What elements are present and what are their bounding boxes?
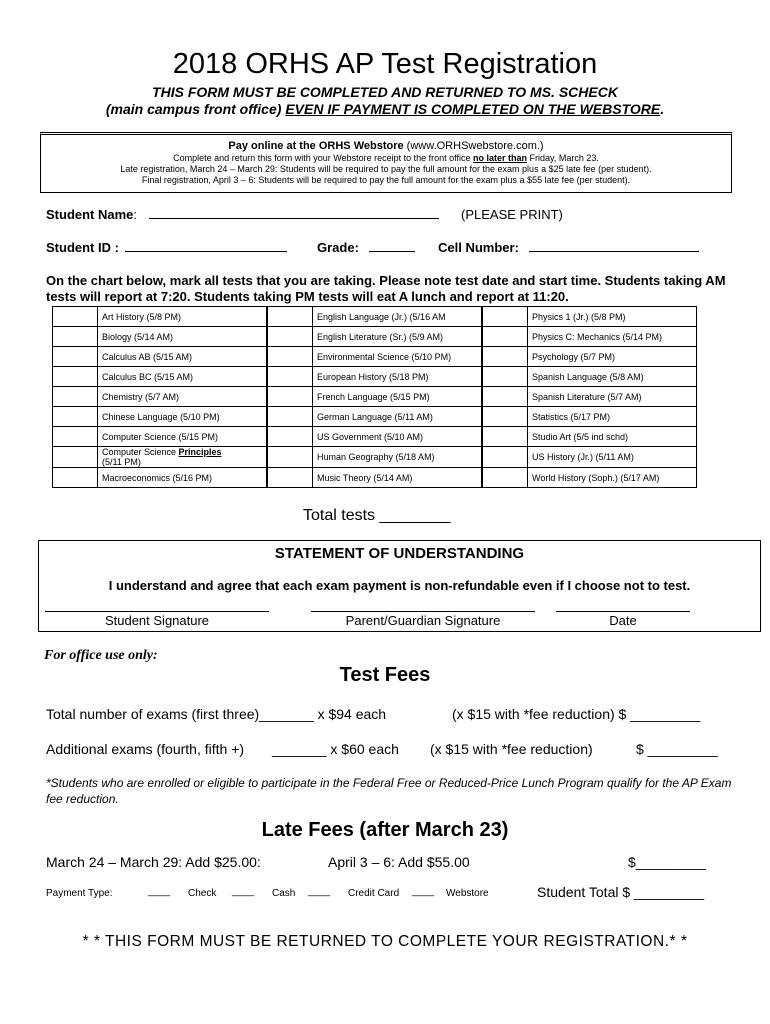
test-checkbox[interactable] [267,387,313,407]
student-name-label: Student Name [46,207,134,222]
webstore-heading [41,140,731,153]
page-title: 2018 ORHS AP Test Registration [172,48,598,80]
grade-field[interactable] [369,251,415,252]
tests-table-wrap [52,306,697,488]
test-checkbox[interactable] [482,307,528,327]
parent-signature-label: Parent/Guardian Signature [345,613,501,628]
office-use-label: For office use only: [44,648,158,663]
test-fees-heading: Test Fees [339,664,431,686]
test-row [53,447,697,468]
fees-row-2b: _______ x $60 each [272,741,399,757]
cell-label: Cell Number: [438,240,519,255]
grade-label: Grade: [317,240,359,255]
webstore-box [40,132,732,193]
csp-b: Principles [178,447,222,457]
total-tests: Total tests ________ [303,507,451,524]
student-signature-line[interactable] [45,611,269,612]
test-label: US Government (5/10 AM) [313,427,483,447]
test-label: Spanish Language (5/8 AM) [528,367,697,387]
webstore-line-3: Final registration, April 3 – 6: Students will be required to pay the full amount for the exam plus a $55 late fee (per student). [141,175,631,185]
test-checkbox[interactable] [267,468,313,488]
test-row [53,427,697,447]
test-checkbox[interactable] [482,347,528,367]
student-name-colon: : [133,207,138,222]
cash-blank[interactable]: ____ [232,886,255,897]
fees-row-2c: (x $15 with *fee reduction) [430,741,593,757]
test-row [53,307,697,327]
credit-card-option: Credit Card [348,888,400,899]
tests-table [52,306,697,488]
subtitle-line-2 [0,101,770,117]
check-option: Check [188,888,217,899]
student-id-field[interactable] [125,251,287,252]
test-row [53,347,697,367]
statement-heading: STATEMENT OF UNDERSTANDING [274,545,525,562]
webstore-heading-a: Pay online at the ORHS Webstore [228,140,404,152]
test-checkbox[interactable] [267,347,313,367]
webstore-url: (www.ORHSwebstore.com.) [403,140,544,152]
test-label: Calculus BC (5/15 AM) [98,367,268,387]
test-label: Music Theory (5/14 AM) [313,468,483,488]
test-checkbox[interactable] [53,407,98,427]
late-fee-a: March 24 – March 29: Add $25.00: [46,854,261,870]
test-label: Calculus AB (5/15 AM) [98,347,268,367]
test-checkbox[interactable] [482,367,528,387]
final-notice: * * THIS FORM MUST BE RETURNED TO COMPLETE YOUR REGISTRATION.* * [82,933,688,950]
webstore-line-1 [41,153,731,164]
webstore-line-1a: Complete and return this form with your Webstore receipt to the front office [173,153,473,163]
date-line[interactable] [556,611,690,612]
webstore-line-1b: no later than [472,153,527,163]
test-checkbox[interactable] [267,447,313,468]
subtitle-line-1: THIS FORM MUST BE COMPLETED AND RETURNED TO MS. SCHECK [152,84,618,100]
test-checkbox[interactable] [53,447,98,468]
late-fees-heading: Late Fees (after March 23) [261,819,509,841]
test-label: French Language (5/15 PM) [313,387,483,407]
test-row [53,407,697,427]
test-row [53,367,697,387]
test-checkbox[interactable] [53,468,98,488]
test-checkbox[interactable] [53,427,98,447]
cell-field[interactable] [529,251,699,252]
test-checkbox[interactable] [53,367,98,387]
parent-signature-line[interactable] [311,611,535,612]
test-label: Chinese Language (5/10 PM) [98,407,268,427]
test-label: Physics 1 (Jr.) (5/8 PM) [528,307,697,327]
test-label: Human Geography (5/18 AM) [313,447,483,468]
student-total: Student Total $ _________ [537,884,705,900]
fee-reduction-note: *Students who are enrolled or eligible to participate in the Federal Free or Reduced-Price Lunch Program qualify for the AP Exam fee reduction. [46,776,732,806]
test-checkbox[interactable] [53,307,98,327]
test-label: Macroeconomics (5/16 PM) [98,468,268,488]
test-checkbox[interactable] [267,367,313,387]
fees-row-1b: (x $15 with *fee reduction) $ _________ [452,706,701,722]
student-id-row [46,240,287,255]
payment-type-label: Payment Type: [46,888,113,899]
subtitle-line-2c: . [660,101,665,117]
subtitle-line-2b: EVEN IF PAYMENT IS COMPLETED ON THE WEBSTORE [285,101,661,117]
fees-row-2d: $ _________ [636,741,718,757]
test-checkbox[interactable] [482,447,528,468]
test-checkbox[interactable] [53,347,98,367]
test-label: Physics C: Mechanics (5/14 PM) [528,327,697,347]
test-label: Psychology (5/7 PM) [528,347,697,367]
test-checkbox[interactable] [53,327,98,347]
credit-blank[interactable]: ____ [308,886,331,897]
test-label: Statistics (5/17 PM) [528,407,697,427]
student-name-field[interactable] [149,218,439,219]
test-label: German Language (5/11 AM) [313,407,483,427]
test-label: Art History (5/8 PM) [98,307,268,327]
test-label: US History (Jr.) (5/11 AM) [528,447,697,468]
webstore-option: Webstore [446,888,489,899]
test-row [53,468,697,488]
late-fee-b: April 3 – 6: Add $55.00 [328,854,470,870]
test-label: European History (5/18 PM) [313,367,483,387]
csp-c: (5/11 PM) [102,457,141,467]
test-checkbox[interactable] [267,307,313,327]
test-label: Studio Art (5/5 ind schd) [528,427,697,447]
student-id-label: Student ID : [46,240,119,255]
cell-row [438,240,699,255]
test-label: Biology (5/14 AM) [98,327,268,347]
fees-row-1a: Total number of exams (first three)_______ x $94 each [46,706,387,722]
test-checkbox[interactable] [267,427,313,447]
test-row [53,327,697,347]
test-checkbox[interactable] [267,327,313,347]
test-checkbox[interactable] [482,327,528,347]
test-checkbox[interactable] [482,427,528,447]
csp-a: Computer Science [102,447,179,457]
cash-option: Cash [272,888,296,899]
webstore-blank[interactable]: ____ [412,886,435,897]
test-checkbox[interactable] [53,387,98,407]
test-label: Computer Science (5/15 PM) [98,427,268,447]
test-checkbox[interactable] [482,468,528,488]
test-label: English Language (Jr.) (5/16 AM [313,307,483,327]
test-label: Spanish Literature (5/7 AM) [528,387,697,407]
fees-row-2a: Additional exams (fourth, fifth +) [46,741,245,757]
test-checkbox[interactable] [482,407,528,427]
test-checkbox[interactable] [267,407,313,427]
date-label: Date [609,613,637,628]
test-label: English Literature (Sr.) (5/9 AM) [313,327,483,347]
statement-text: I understand and agree that each exam payment is non-refundable even if I choose not to test. [108,578,691,593]
test-label: World History (Soph.) (5/17 AM) [528,468,697,488]
test-row [53,387,697,407]
test-label [98,447,268,468]
test-checkbox[interactable] [482,387,528,407]
student-signature-label: Student Signature [104,613,210,628]
webstore-line-2: Late registration, March 24 – March 29: Students will be required to pay the full amount for the exam plus a $25 late fee (per student). [120,164,652,174]
test-label: Environmental Science (5/10 PM) [313,347,483,367]
late-fee-amount: $_________ [628,854,706,870]
statement-box [38,540,761,632]
instructions: On the chart below, mark all tests that you are taking. Please note test date and start time. Students taking AM tests will report at 7:20. Students taking PM tests will eat A lunch and report at 11:20. [46,273,726,304]
check-blank[interactable]: ____ [148,886,171,897]
test-label: Chemistry (5/7 AM) [98,387,268,407]
grade-row [317,240,415,255]
subtitle-line-2a: (main campus front office) [105,101,286,117]
please-print: (PLEASE PRINT) [461,207,563,222]
student-name-row [46,207,439,222]
webstore-line-1c: Friday, March 23. [526,153,599,163]
